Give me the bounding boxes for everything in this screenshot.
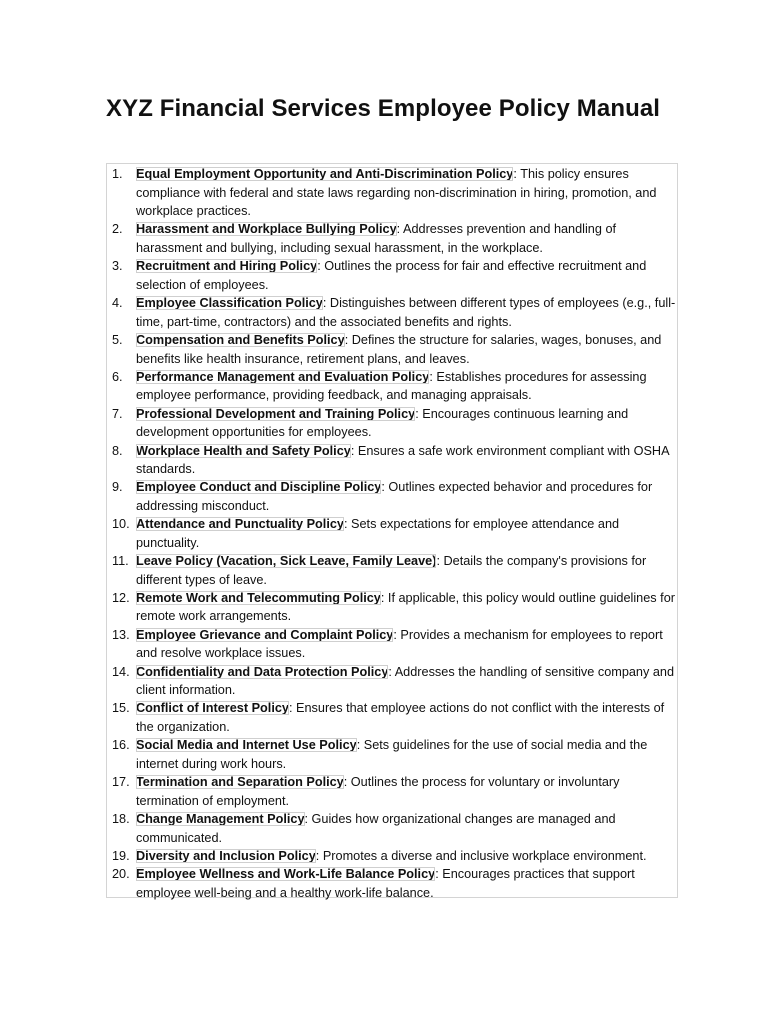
policy-item: [107, 442, 679, 479]
policy-name: Termination and Separation Policy: [136, 775, 344, 790]
policy-description: : Encourages practices that support employee well-being and a healthy work-life balance.: [136, 867, 635, 900]
policy-description: : If applicable, this policy would outline guidelines for remote work arrangements.: [136, 590, 675, 624]
policy-text: [136, 405, 679, 442]
policy-number: 18.: [112, 811, 130, 826]
policy-name: Attendance and Punctuality Policy: [136, 517, 344, 532]
policy-name: Employee Classification Policy: [136, 296, 323, 311]
policy-item: [107, 810, 679, 847]
policy-item: [107, 368, 679, 405]
policy-description: : Promotes a diverse and inclusive workplace environment.: [315, 848, 647, 863]
policy-item: [107, 515, 679, 552]
policy-number: 1.: [112, 167, 123, 181]
policy-description: : Ensures a safe work environment compliant with OSHA standards.: [136, 443, 669, 477]
policy-name: Harassment and Workplace Bullying Policy: [136, 222, 397, 237]
policy-item: [107, 257, 679, 294]
policy-text: [136, 331, 679, 368]
policy-item: [107, 165, 679, 221]
policy-text: [136, 773, 679, 810]
policy-description: : Encourages continuous learning and development opportunities for employees.: [136, 406, 629, 440]
policy-item: [107, 773, 679, 810]
policy-item: [107, 294, 679, 331]
policy-name: Equal Employment Opportunity and Anti-Discrimination Policy: [136, 167, 514, 181]
policy-description: : Addresses the handling of sensitive company and client information.: [136, 664, 675, 698]
policy-text: [136, 865, 679, 902]
policy-text: [136, 165, 679, 221]
policy-name: Compensation and Benefits Policy: [136, 332, 345, 347]
policy-text: [136, 736, 679, 773]
policy-number: 17.: [112, 775, 130, 790]
policy-item: [107, 552, 679, 589]
policy-name: Employee Conduct and Discipline Policy: [136, 480, 382, 495]
policy-name: Recruitment and Hiring Policy: [136, 259, 318, 274]
policy-description: : Sets expectations for employee attendance and punctuality.: [136, 517, 620, 550]
policy-item: [107, 847, 679, 866]
policy-name: Employee Wellness and Work-Life Balance Policy: [136, 867, 436, 882]
policy-number: 3.: [112, 259, 123, 274]
policy-name: Conflict of Interest Policy: [136, 701, 289, 716]
policy-description: : Defines the structure for salaries, wages, bonuses, and benefits like health insurance, retirement plans, and leaves.: [136, 332, 662, 366]
policy-description: : This policy ensures compliance with federal and state laws regarding non-discrimination in hiring, promotion, and workplace practices.: [136, 167, 657, 219]
policy-text: [136, 552, 679, 589]
policy-name: Remote Work and Telecommuting Policy: [136, 590, 381, 605]
policy-item: [107, 478, 679, 515]
policy-number: 8.: [112, 443, 123, 458]
policy-item: [107, 220, 679, 257]
policy-number: 12.: [112, 590, 130, 605]
policy-text: [136, 847, 679, 866]
policy-text: [136, 368, 679, 405]
policy-name: Performance Management and Evaluation Policy: [136, 369, 430, 384]
policy-item: [107, 331, 679, 368]
policy-number: 16.: [112, 738, 130, 753]
policy-number: 13.: [112, 627, 130, 642]
policy-name: Change Management Policy: [136, 811, 305, 826]
policy-name: Social Media and Internet Use Policy: [136, 738, 357, 753]
policy-description: : Guides how organizational changes are managed and communicated.: [136, 811, 616, 845]
policy-number: 20.: [112, 867, 130, 882]
policy-description: : Distinguishes between different types of employees (e.g., full-time, part-time, contractors) and the associated benefits and rights.: [136, 296, 676, 329]
policy-text: [136, 699, 679, 736]
policy-item: [107, 865, 679, 902]
policy-description: : Outlines expected behavior and procedures for addressing misconduct.: [136, 480, 653, 513]
policy-number: 11.: [112, 554, 129, 569]
policy-number: 14.: [112, 664, 130, 679]
policy-description: : Sets guidelines for the use of social media and the internet during work hours.: [136, 738, 648, 771]
policy-number: 6.: [112, 369, 123, 384]
policy-name: Professional Development and Training Policy: [136, 406, 416, 421]
policy-number: 19.: [112, 848, 130, 863]
policy-number: 5.: [112, 332, 123, 347]
policy-number: 10.: [112, 517, 130, 532]
policy-description: : Ensures that employee actions do not conflict with the interests of the organization.: [136, 701, 665, 734]
policy-number: 15.: [112, 701, 130, 716]
policy-text: [136, 663, 679, 700]
policy-name: Employee Grievance and Complaint Policy: [136, 627, 394, 642]
policy-list: [107, 165, 679, 902]
document-title: XYZ Financial Services Employee Policy Manual: [106, 95, 661, 122]
policy-item: [107, 405, 679, 442]
policy-text: [136, 257, 679, 294]
policy-text: [136, 626, 679, 663]
policy-list-container: [106, 163, 678, 898]
policy-item: [107, 663, 679, 700]
policy-name: Leave Policy (Vacation, Sick Leave, Family Leave): [136, 554, 437, 569]
policy-item: [107, 699, 679, 736]
policy-text: [136, 515, 679, 552]
policy-text: [136, 589, 679, 626]
policy-number: 4.: [112, 296, 123, 311]
policy-description: : Outlines the process for fair and effective recruitment and selection of employees.: [136, 259, 647, 292]
policy-text: [136, 220, 679, 257]
policy-name: Diversity and Inclusion Policy: [136, 848, 316, 863]
policy-description: : Outlines the process for voluntary or involuntary termination of employment.: [136, 775, 620, 808]
policy-item: [107, 736, 679, 773]
policy-text: [136, 442, 679, 479]
policy-description: : Establishes procedures for assessing employee performance, providing feedback, and managing appraisals.: [136, 369, 647, 403]
policy-number: 7.: [112, 406, 123, 421]
policy-text: [136, 478, 679, 515]
policy-number: 9.: [112, 480, 123, 495]
policy-item: [107, 589, 679, 626]
policy-description: : Addresses prevention and handling of harassment and bullying, including sexual harassment, in the workplace.: [136, 222, 617, 256]
policy-name: Workplace Health and Safety Policy: [136, 443, 351, 458]
policy-description: : Details the company's provisions for different types of leave.: [136, 554, 647, 587]
policy-name: Confidentiality and Data Protection Policy: [136, 664, 389, 679]
policy-description: : Provides a mechanism for employees to report and resolve workplace issues.: [136, 627, 663, 661]
policy-text: [136, 810, 679, 847]
policy-text: [136, 294, 679, 331]
policy-item: [107, 626, 679, 663]
policy-number: 2.: [112, 222, 123, 237]
